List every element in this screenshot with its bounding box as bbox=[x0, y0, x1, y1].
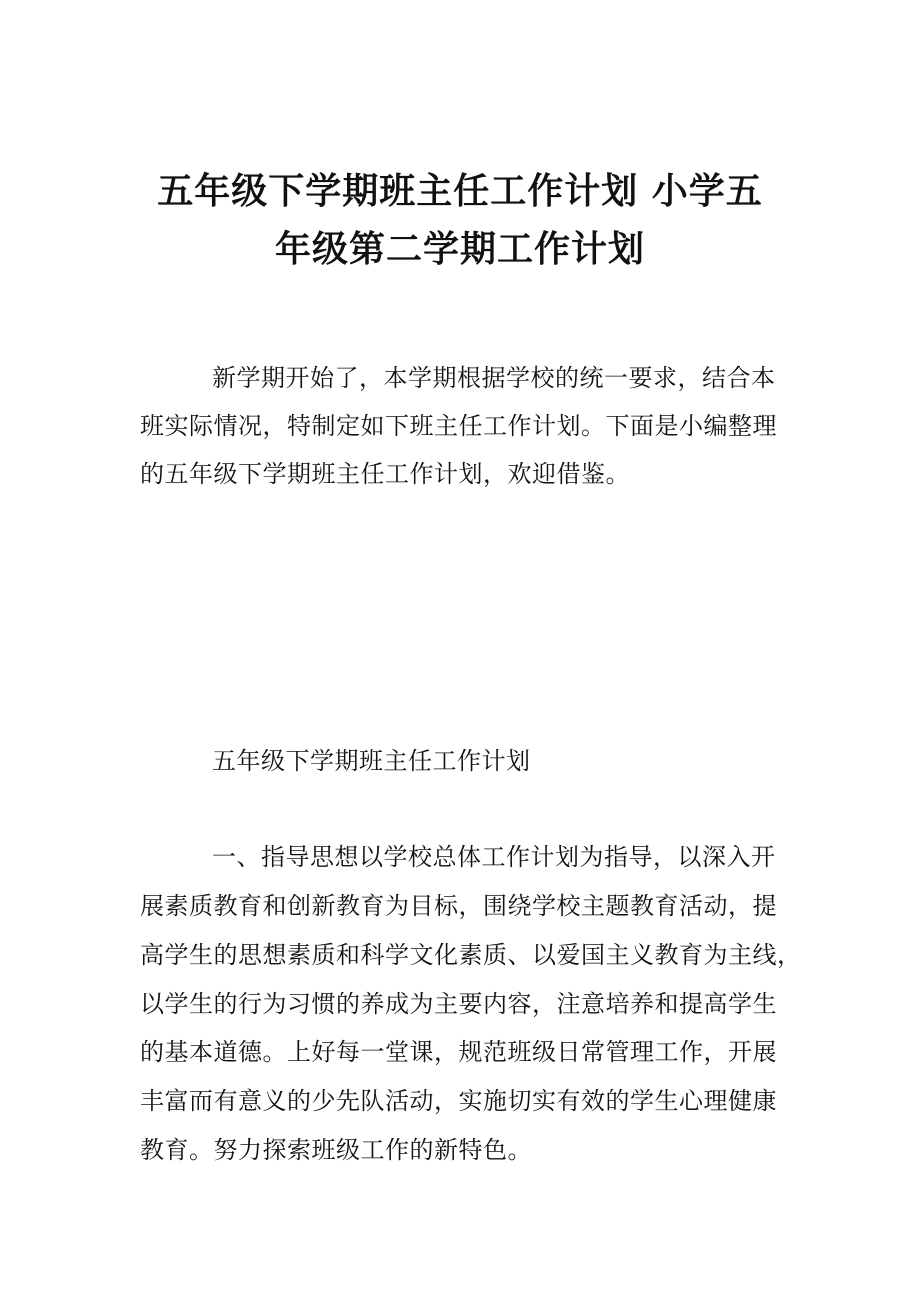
document-title-line-2: 年级第二学期工作计划 bbox=[274, 229, 645, 270]
document-title-line-1: 五年级下学期班主任工作计划 小学五 bbox=[157, 171, 763, 212]
body-line-6: 丰富而有意义的少先队活动，实施切实有效的学生心理健康 bbox=[140, 1087, 777, 1115]
intro-line-1: 新学期开始了，本学期根据学校的统一要求，结合本 bbox=[212, 364, 776, 392]
body-line-4: 以学生的行为习惯的养成为主要内容，注意培养和提高学生 bbox=[140, 990, 777, 1018]
body-line-2: 展素质教育和创新教育为目标，围绕学校主题教育活动，提 bbox=[140, 892, 777, 920]
intro-line-3: 的五年级下学期班主任工作计划，欢迎借鉴。 bbox=[140, 460, 630, 488]
section-heading: 五年级下学期班主任工作计划 bbox=[212, 747, 531, 775]
body-line-3: 高学生的思想素质和科学文化素质、以爱国主义教育为主线， bbox=[140, 941, 802, 969]
body-line-7: 教育。努力探索班级工作的新特色。 bbox=[140, 1136, 532, 1164]
body-line-1: 一、指导思想以学校总体工作计划为指导，以深入开 bbox=[212, 843, 776, 871]
intro-line-2: 班实际情况，特制定如下班主任工作计划。下面是小编整理 bbox=[140, 412, 777, 440]
body-line-5: 的基本道德。上好每一堂课，规范班级日常管理工作，开展 bbox=[140, 1038, 777, 1066]
